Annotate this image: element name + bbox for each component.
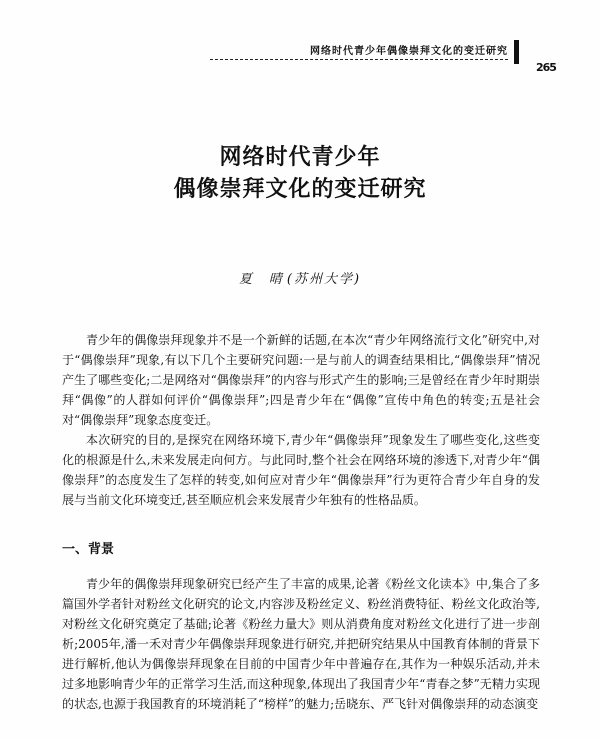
author-line [0, 268, 600, 287]
page-number: 265 [536, 61, 556, 74]
intro-paragraph-2: 本次研究的目的,是探究在网络环境下,青少年“偶像崇拜”现象发生了哪些变化,这些变化的根源是什么,未来发展走向何方。与此同时,整个社会在网络环境的渗透下,对青少年“偶像崇拜”的态度发生了怎样的转变,如何应对青少年“偶像崇拜”行为更符合青少年自身的发展与当前文化环境变迁,甚至顺应机会来发展青少年独有的性格品质。 [62, 433, 540, 507]
section-heading-background: 一、背景 [62, 542, 115, 557]
header-bar [514, 40, 519, 64]
author-name: 夏 晴 [238, 272, 284, 287]
article-title [0, 142, 600, 206]
background-section [62, 574, 540, 714]
header-rule [210, 59, 508, 60]
author-affiliation: (苏州大学) [286, 272, 362, 287]
running-header-title: 网络时代青少年偶像崇拜文化的变迁研究 [310, 46, 508, 57]
intro-section [62, 330, 540, 510]
title-line-1: 网络时代青少年 [219, 145, 381, 170]
intro-paragraph-1: 青少年的偶像崇拜现象并不是一个新鲜的话题,在本次“青少年网络流行文化”研究中,对于“偶像崇拜”现象,有以下几个主要研究问题:一是与前人的调查结果相比,“偶像崇拜”情况产生了哪些变化;二是网络对“偶像崇拜”的内容与形式产生的影响;三是曾经在青少年时期崇拜“偶像”的人群如何评价“偶像崇拜”;四是青少年在“偶像”宣传中角色的转变;五是社会对“偶像崇拜”现象态度变迁。 [62, 333, 540, 427]
background-paragraph-1: 青少年的偶像崇拜现象研究已经产生了丰富的成果,论著《粉丝文化读本》中,集合了多篇国外学者针对粉丝文化研究的论文,内容涉及粉丝定义、粉丝消费特征、粉丝文化政治等,对粉丝文化研究奠定了基础;论著《粉丝力量大》则从消费角度对粉丝文化进行了进一步剖析;2005年,潘一禾对青少年偶像崇拜现象进行研究,并把研究结果从中国教育体制的背景下进行解析,他认为偶像崇拜现象在目前的中国青少年中普遍存在,其作为一种娱乐活动,并未过多地影响青少年的正常学习生活,而这种现象,体现出了我国青少年“青春之梦”无精力实现的状态,也源于我国教育的环境消耗了“榜样”的魅力;岳晓东、严飞针对偶像崇拜的动态演变 [62, 577, 540, 711]
title-line-2: 偶像崇拜文化的变迁研究 [173, 177, 427, 202]
